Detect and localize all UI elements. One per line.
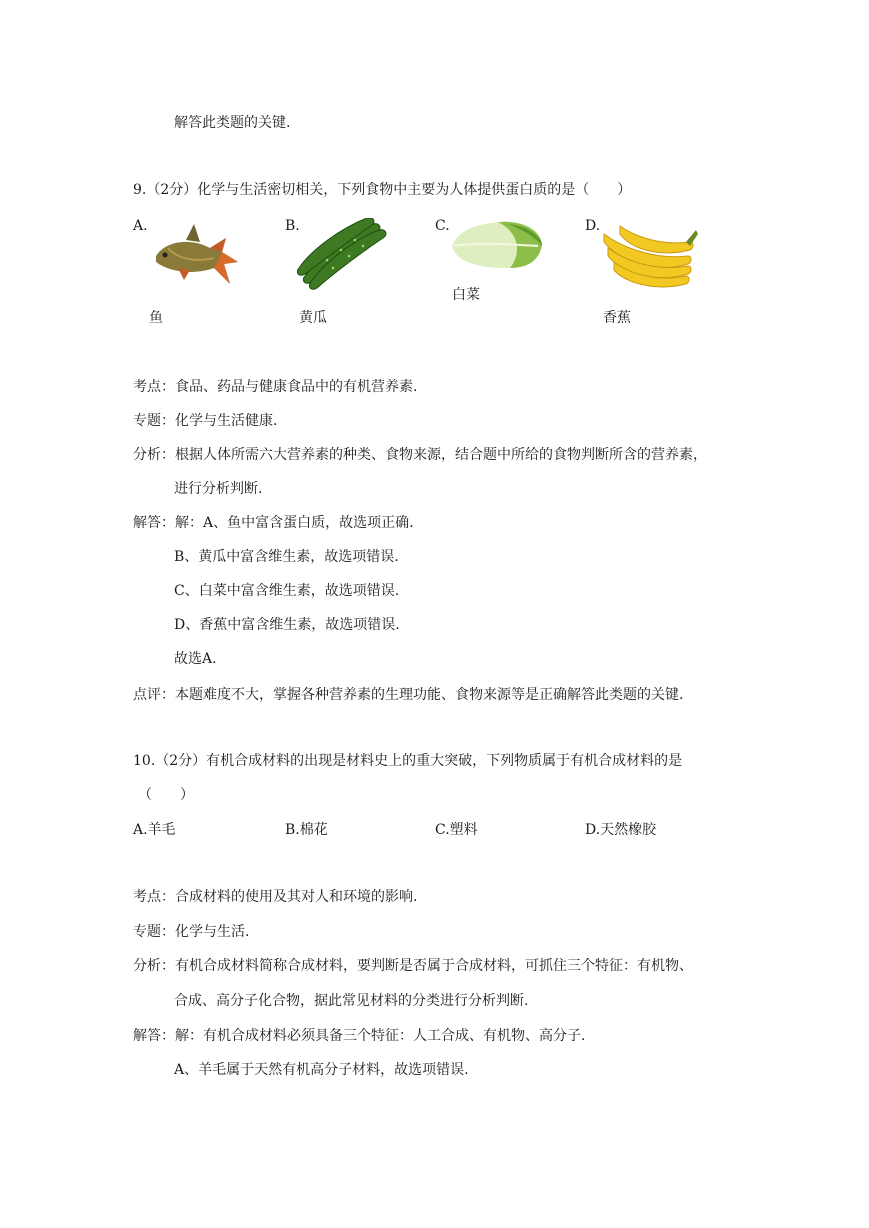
q10-fenxi-1: 分析：有机合成材料简称合成材料，要判断是否属于合成材料，可抓住三个特征：有机物、 [133,958,693,974]
q10-stem-1: 10.（2分）有机合成材料的出现是材料史上的重大突破，下列物质属于有机合成材料的是 [133,753,683,769]
q10-jieda-1: 解答：解：有机合成材料必须具备三个特征：人工合成、有机物、高分子. [133,1028,586,1044]
q10-option-a: A.羊毛 [133,822,176,838]
q9-dianping: 点评：本题难度不大，掌握各种营养素的生理功能、食物来源等是正确解答此类题的关键. [133,687,684,703]
q9-option-c-caption: 白菜 [452,287,480,303]
cabbage-image [448,216,546,272]
q9-option-c-letter: C. [435,218,450,234]
q9-jieda-3: C、白菜中富含维生素，故选项错误. [174,583,400,599]
q9-kaodian: 考点：食品、药品与健康食品中的有机营养素. [133,379,418,395]
q10-zhuanti: 专题：化学与生活. [133,924,250,940]
q9-option-a-letter: A. [133,218,148,234]
q10-fenxi-2: 合成、高分子化合物，据此常见材料的分类进行分析判断. [174,993,529,1009]
q9-option-b-letter: B. [285,218,300,234]
q10-option-d: D.天然橡胶 [585,822,657,838]
q9-fenxi-1: 分析：根据人体所需六大营养素的种类、食物来源，结合题中所给的食物判断所含的营养素， [133,447,707,463]
banana-image [600,216,700,292]
q10-jieda-2: A、羊毛属于天然有机高分子材料，故选项错误. [174,1062,469,1078]
q10-stem-2: （ ） [138,787,194,803]
q9-jieda-4: D、香蕉中富含维生素，故选项错误. [174,617,400,633]
q9-jieda-2: B、黄瓜中富含维生素，故选项错误. [174,549,399,565]
q10-option-b: B.棉花 [285,822,328,838]
cucumber-image [297,218,389,290]
q9-jieda-5: 故选A. [174,651,217,667]
fish-image [148,218,243,290]
q9-option-d-letter: D. [585,218,601,234]
q9-zhuanti: 专题：化学与生活健康. [133,413,278,429]
intro-line: 解答此类题的关键. [174,115,291,131]
q9-option-d-caption: 香蕉 [603,310,631,326]
q9-fenxi-2: 进行分析判断. [174,481,263,497]
q10-kaodian: 考点：合成材料的使用及其对人和环境的影响. [133,889,418,905]
q9-stem: 9.（2分）化学与生活密切相关，下列食物中主要为人体提供蛋白质的是（ ） [133,182,632,198]
q9-option-b-caption: 黄瓜 [299,310,327,326]
q10-option-c: C.塑料 [435,822,478,838]
q9-jieda-1: 解答：解：A、鱼中富含蛋白质，故选项正确. [133,515,414,531]
q9-option-a-caption: 鱼 [149,310,163,326]
